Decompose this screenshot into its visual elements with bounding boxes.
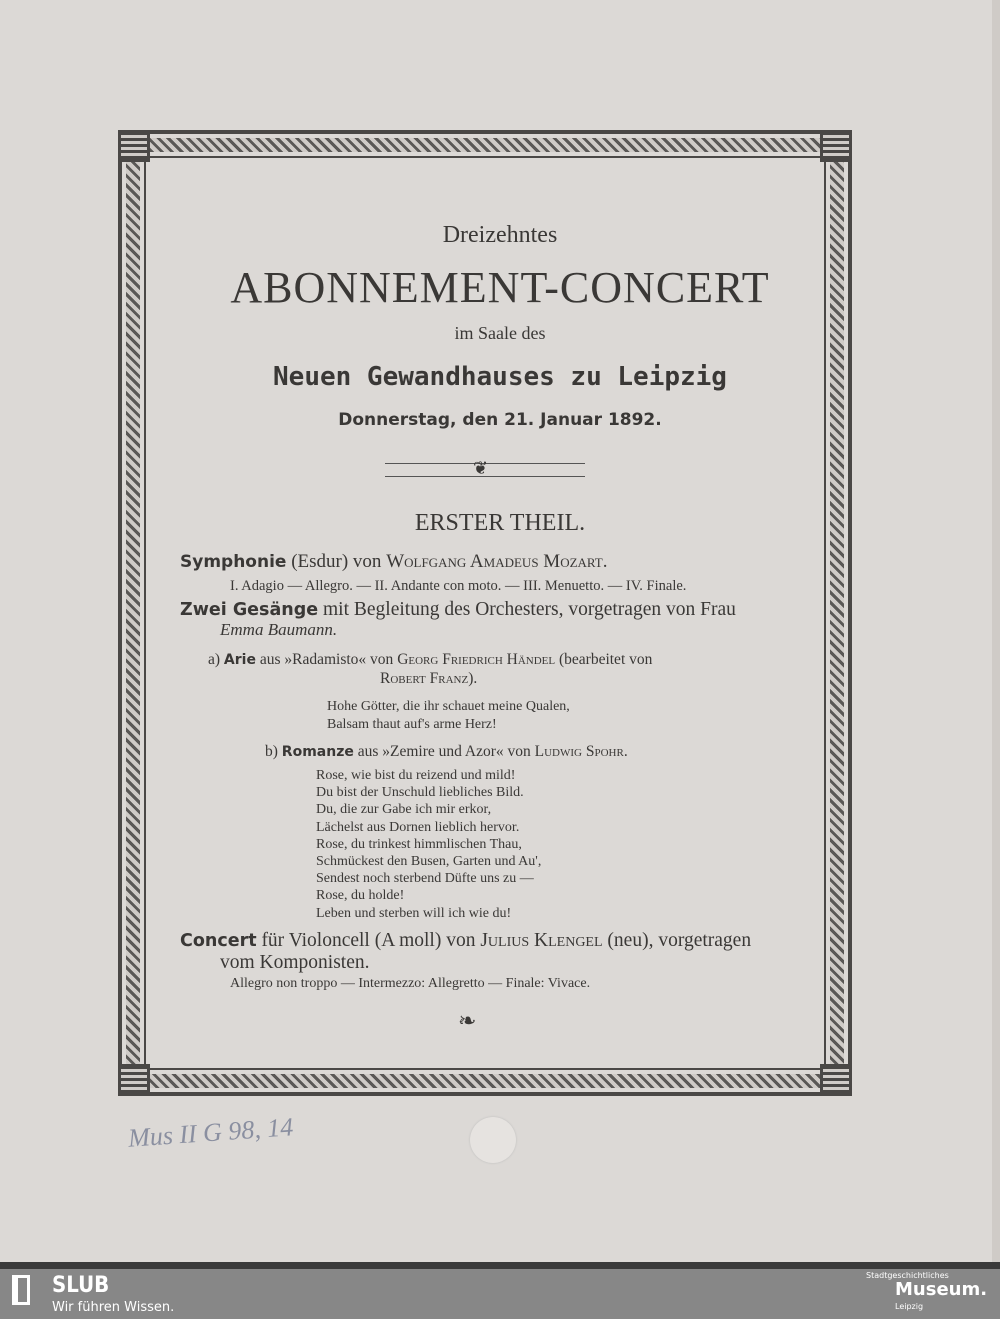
item-label: a) [208,651,221,668]
corner-ornament [820,1064,852,1096]
part-heading: ERSTER THEIL. [414,510,586,536]
item-text: (neu), vorgetragen [607,930,752,951]
corner-ornament [118,130,150,162]
page-title: ABONNEMENT-CONCERT [230,263,770,312]
item-text: (Esdur) von [291,551,382,572]
subtitle: Dreizehntes [442,222,558,248]
movements: I. Adagio — Allegro. — II. Andante con moto. — III. Menuetto. — IV. Finale. [230,578,687,594]
subtitle-2: im Saale des [454,323,546,343]
program-item-gesaenge [180,599,736,621]
item-text: aus »Zemire und Azor« von [357,743,531,760]
performer: Emma Baumann. [220,620,338,639]
concert-date: Donnerstag, den 21. Januar 1892. [338,410,662,430]
corner-ornament [118,1064,150,1096]
lyrics-romanze [316,767,541,922]
lyric-line: Lächelst aus Dornen lieblich hervor. [316,819,520,835]
lyric-line: Hohe Götter, die ihr schauet meine Qualen, [327,699,570,714]
item-title: Symphonie [180,552,287,572]
movements: Allegro non troppo — Intermezzo: Allegretto — Finale: Vivace. [230,976,591,991]
venue: Neuen Gewandhauses zu Leipzig [273,362,727,392]
lyric-line: Du, die zur Gabe ich mir erkor, [316,802,492,818]
program-item-symphonie [180,551,608,573]
museum-city: Leipzig [895,1302,924,1311]
item-text: für Violoncell (A moll) von [261,930,476,951]
leaf-ornament-icon: ❧ [458,1008,477,1033]
lyric-line: Sendest noch sterbend Düfte uns zu — [316,871,534,887]
performer: vom Komponisten. [220,952,370,973]
lyric-line: Balsam thaut auf's arme Herz! [327,717,497,732]
page-edge [992,0,1000,1262]
slub-logo-icon [12,1275,30,1305]
composer: Julius Klengel [480,930,603,951]
lyric-line: Leben und sterben will ich wie du! [316,905,512,921]
lyric-line: Rose, du holde! [316,888,405,904]
lyric-line: Rose, du trinkest himmlischen Thau, [316,836,522,852]
program-item-arie [208,651,652,669]
arranger: Robert Franz [380,670,469,687]
composer: Ludwig Spohr. [534,743,628,760]
arranger-line: Robert Franz). [380,670,478,687]
item-text: aus »Radamisto« von [259,651,394,668]
slogan: Wir führen Wissen. [52,1300,175,1315]
program-item-romanze [265,743,628,761]
composer: Georg Friedrich Händel [397,651,556,668]
composer: Wolfgang Amadeus Mozart. [386,551,608,572]
lyric-line: Schmückest den Busen, Garten und Au', [316,854,542,870]
lyrics-arie [327,698,570,734]
lyric-line: Rose, wie bist du reizend und mild! [316,768,516,783]
divider-ornament: ❦ [385,463,585,477]
item-title: Romanze [281,744,354,760]
museum-top: Stadtgeschichtliches [866,1271,949,1280]
item-text: (bearbeitet von [558,651,653,668]
lyric-line: Du bist der Unschuld liebliches Bild. [316,785,524,801]
museum-logo[interactable]: Museum. [895,1279,988,1300]
item-title: Arie [223,652,256,668]
program-item-concert [180,930,751,952]
item-label: b) [265,743,278,760]
footer-bar [0,1269,1000,1319]
item-title: Concert [180,931,257,951]
embossed-stamp [470,1117,516,1163]
item-text: mit Begleitung des Orchesters, vorgetragen von Frau [323,599,736,620]
shelfmark: Mus II G 98, 14 [127,1112,295,1153]
corner-ornament [820,130,852,162]
item-title: Zwei Gesänge [180,600,319,620]
slub-logo[interactable]: SLUB [52,1273,110,1298]
